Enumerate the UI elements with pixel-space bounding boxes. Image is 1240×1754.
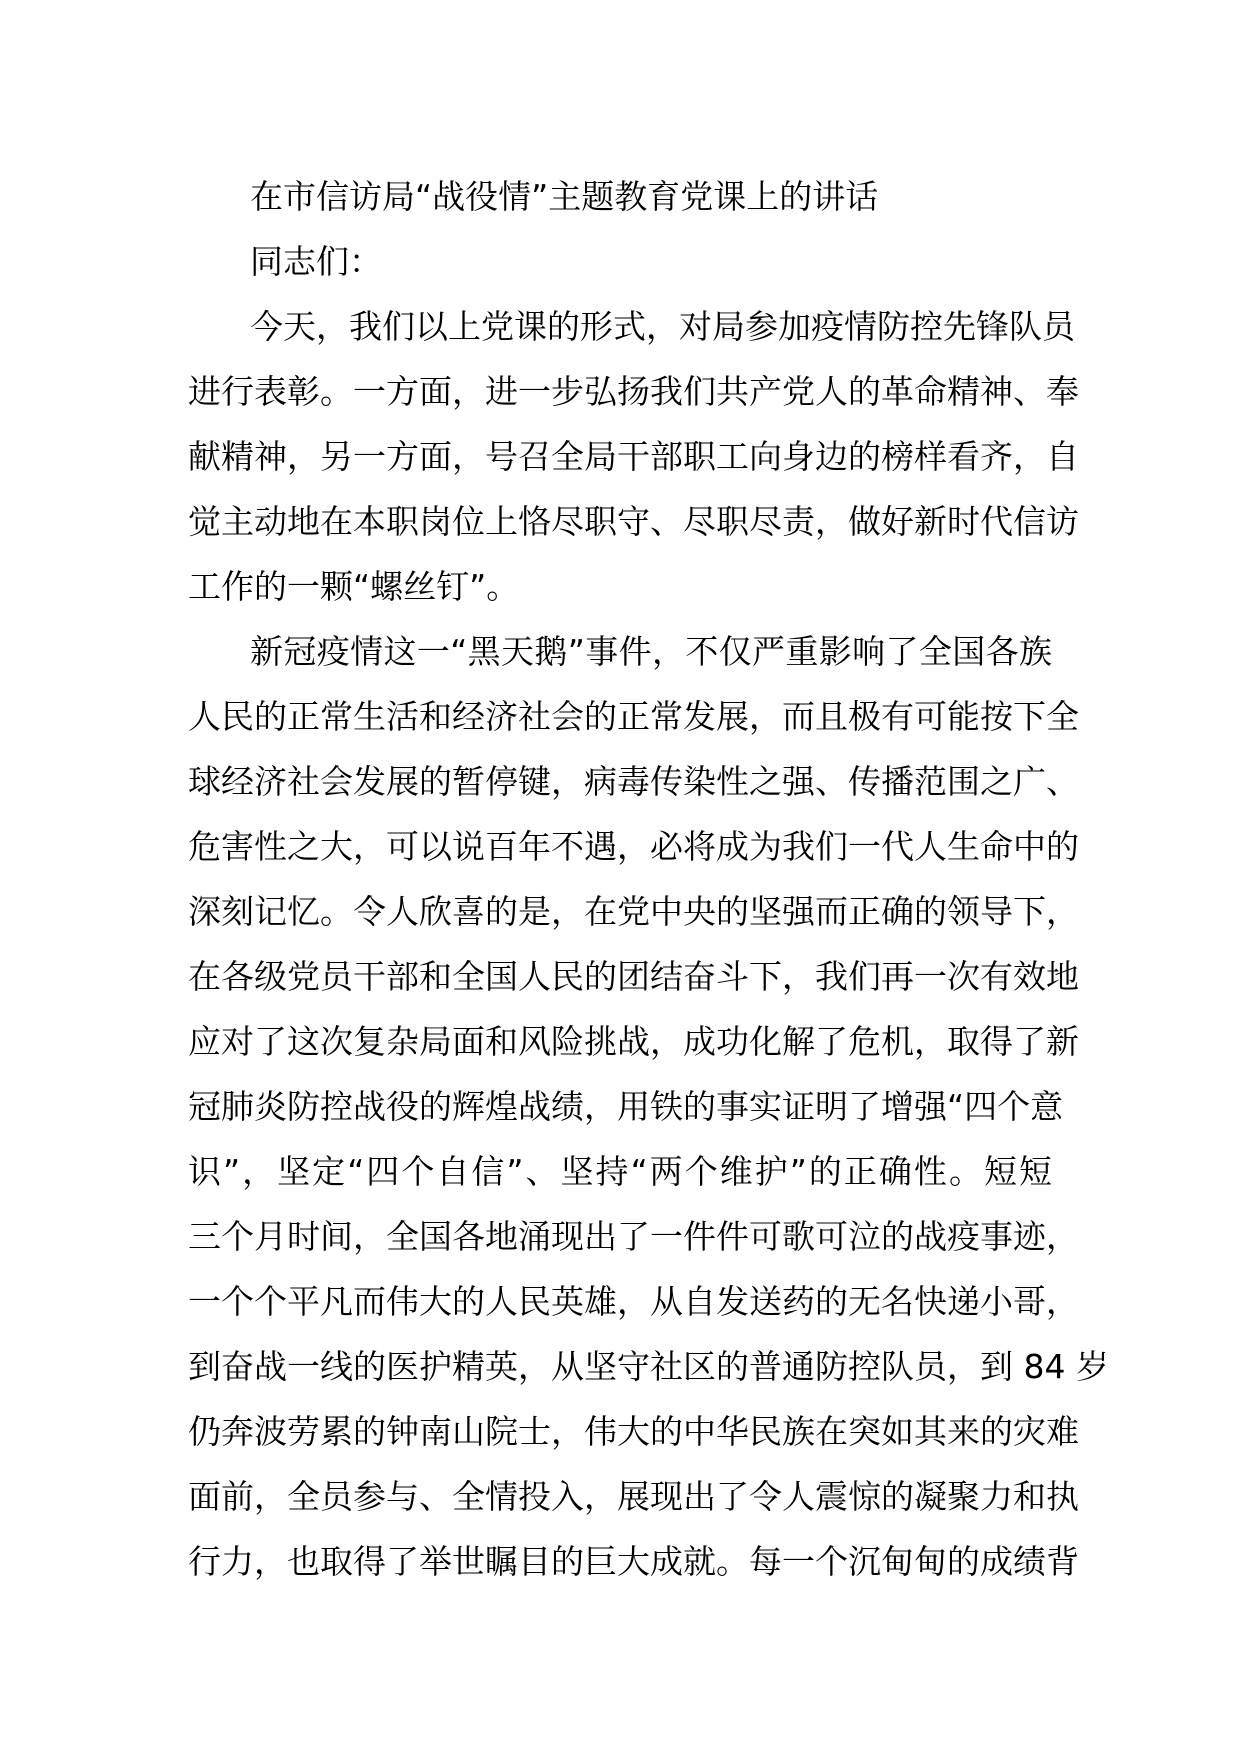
paragraph-line: 人民的正常生活和经济社会的正常发展，而且极有可能按下全: [188, 697, 1079, 736]
paragraph-line: 面前，全员参与、全情投入，展现出了令人震惊的凝聚力和执: [188, 1477, 1079, 1516]
paragraph-1: [188, 294, 1079, 619]
salutation: 同志们：: [250, 242, 382, 281]
paragraph-line: 行力，也取得了举世瞩目的巨大成就。每一个沉甸甸的成绩背: [188, 1542, 1079, 1581]
paragraph-line: 应对了这次复杂局面和风险挑战，成功化解了危机，取得了新: [188, 1022, 1079, 1061]
paragraph-line: 觉主动地在本职岗位上恪尽职守、尽职尽责，做好新时代信访: [188, 502, 1079, 541]
paragraph-line: 到奋战一线的医护精英，从坚守社区的普通防控队员，到 84 岁: [188, 1347, 1109, 1386]
paragraph-line: 三个月时间，全国各地涌现出了一件件可歌可泣的战疫事迹，: [188, 1217, 1079, 1256]
paragraph-line: 危害性之大，可以说百年不遇，必将成为我们一代人生命中的: [188, 827, 1079, 866]
paragraph-line: 献精神，另一方面，号召全局干部职工向身边的榜样看齐，自: [188, 437, 1079, 476]
document-body: [188, 164, 1109, 1594]
paragraph-line: 仍奔波劳累的钟南山院士，伟大的中华民族在突如其来的灾难: [188, 1412, 1079, 1451]
paragraph-line: 球经济社会发展的暂停键，病毒传染性之强、传播范围之广、: [188, 762, 1079, 801]
paragraph-line: 深刻记忆。令人欣喜的是，在党中央的坚强而正确的领导下，: [188, 892, 1079, 931]
paragraph-2: [188, 619, 1109, 1594]
paragraph-line: 新冠疫情这一“黑天鹅”事件，不仅严重影响了全国各族: [250, 632, 1052, 671]
paragraph-line: 今天，我们以上党课的形式，对局参加疫情防控先锋队员: [250, 307, 1075, 346]
paragraph-line: 进行表彰。一方面，进一步弘扬我们共产党人的革命精神、奉: [188, 372, 1079, 411]
paragraph-line: 在各级党员干部和全国人民的团结奋斗下，我们再一次有效地: [188, 957, 1079, 996]
paragraph-line: 一个个平凡而伟大的人民英雄，从自发送药的无名快递小哥，: [188, 1282, 1079, 1321]
paragraph-line: 冠肺炎防控战役的辉煌战绩，用铁的事实证明了增强“四个意: [188, 1087, 1064, 1126]
paragraph-line: 工作的一颗“螺丝钉”。: [188, 567, 520, 606]
paragraph-line: 识”，坚定“四个自信”、坚持“两个维护”的正确性。短短: [188, 1152, 1052, 1191]
document-title: 在市信访局“战役情”主题教育党课上的讲话: [250, 177, 879, 216]
